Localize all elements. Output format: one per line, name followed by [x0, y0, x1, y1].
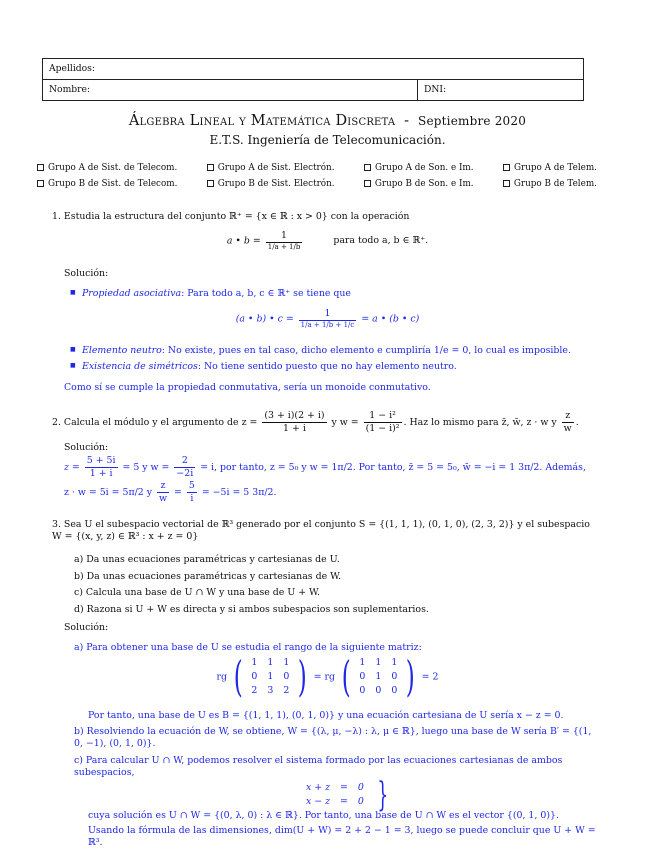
checkbox-icon	[364, 180, 371, 187]
group-checkbox[interactable]: Grupo A de Telem.	[503, 163, 597, 174]
q3-solution-label: Solución:	[64, 622, 109, 633]
group-row-a	[37, 160, 597, 176]
group-checkbox[interactable]: Grupo B de Telem.	[503, 179, 597, 190]
checkbox-icon	[207, 180, 214, 187]
question-3: 3. Sea U el subespacio vectorial de ℝ³ generado por el conjunto S = {(1, 1, 1), (0, 1, 0), (2, 3, 2)} y el subespacio W = {(x, y, z) ∈ ℝ³ : x + z = 0}	[52, 519, 590, 542]
nombre-dni-row	[43, 80, 583, 100]
title-separator: -	[404, 113, 410, 129]
group-checkbox[interactable]: Grupo A de Son. e Im.	[364, 163, 474, 174]
question-2: 2. Calcula el módulo y el argumento de z = $\frac{(3 + i)(2 + i)}{1 + i}$ y w = $\frac{\text{1 − i²}}{\text{(1 − i)²}}$ . Haz lo mismo para z̄, w̄, z · w y $\frac{z}{w}$ .	[52, 410, 579, 434]
question-1	[52, 211, 592, 223]
q2-solution-line1: z = $\frac{5 + 5i}{1 + i}$ = 5 y w = $\frac{2}{-2i}$ = i, por tanto, z = 5₀ y w = 1π/2. Por tanto, z̄ = 5 = 5₀, w̄ = −i = 1 3π/2. Además,	[64, 455, 586, 479]
q1-solution	[52, 288, 612, 304]
q3-items	[74, 552, 594, 618]
apellidos-field[interactable]: Apellidos:	[49, 63, 95, 75]
group-checkbox[interactable]: Grupo B de Sist. de Telecom.	[37, 179, 177, 190]
q3-item-c: c) Calcula una base de U ∩ W y una base de U + W.	[74, 587, 321, 598]
matrix-2: ( 1 1 1 0 1 0 0 0 0 )	[341, 652, 415, 701]
group-checkbox[interactable]: Grupo B de Sist. Electrón.	[207, 179, 335, 190]
student-info-box	[42, 58, 584, 101]
course-title: Álgebra Lineal y Matemática Discreta	[128, 113, 396, 129]
q3-solution-a-conclusion: Por tanto, una base de U es B = {(1, 1, 1), (0, 1, 0)} y una ecuación cartesiana de U sería x − z = 0.	[88, 710, 564, 721]
nombre-field[interactable]: Nombre:	[43, 80, 418, 100]
group-checkbox[interactable]: Grupo A de Sist. Electrón.	[207, 163, 335, 174]
group-checkbox[interactable]: Grupo B de Son. e Im.	[364, 179, 474, 190]
checkbox-icon	[207, 164, 214, 171]
dni-field[interactable]: DNI:	[424, 84, 447, 96]
checkbox-icon	[364, 164, 371, 171]
q3-item-b: b) Da unas ecuaciones paramétricas y cartesianas de W.	[74, 570, 342, 582]
q1-associative-formula: (a • b) • c = $\frac{1}{1/a + 1/b + 1/c}$ = a • (b • c)	[235, 308, 420, 329]
q3-item-d: d) Razona si U + W es directa y si ambos subespacios son suplementarios.	[74, 603, 429, 615]
q3-item-a: a) Da unas ecuaciones paramétricas y cartesianas de U.	[74, 554, 340, 565]
exam-date: Septiembre 2020	[418, 114, 527, 128]
q1-associative: ■ Propiedad asociativa: Para todo a, b, c ∈ ℝ⁺ se tiene que	[82, 288, 612, 300]
group-row-b	[37, 176, 597, 192]
q1-formula: a • b = $\frac{1}{1/a + 1/b}$ para todo a, b ∈ ℝ⁺.	[226, 230, 429, 251]
checkbox-icon	[503, 180, 510, 187]
checkbox-icon	[37, 180, 44, 187]
apellidos-row	[43, 59, 583, 80]
school-name: E.T.S. Ingeniería de Telecomunicación.	[209, 133, 446, 147]
q3-rank-matrices: rg ( 1 1 1 0 1 0 2 3 2 ) = rg ( 1 1 1 0 1 0 0 0 0 ) = 2	[216, 652, 439, 701]
q1-solution-rest	[52, 345, 622, 377]
checkbox-icon	[503, 164, 510, 171]
q2-solution-line2: z · w = 5i = 5π/2 y $\frac{z}{w}$ = $\frac{5}{i}$ = −5i = 5 3π/2.	[64, 480, 277, 504]
checkbox-icon	[37, 164, 44, 171]
q3-system: x + z = 0 x − z = 0 }	[306, 775, 389, 815]
matrix-1: ( 1 1 1 0 1 0 2 3 2 )	[233, 652, 307, 701]
q2-solution-label: Solución:	[64, 442, 109, 453]
q1-neutral: ■ Elemento neutro: No existe, pues en tal caso, dicho elemento e cumpliría 1/e = 0, lo cual es imposible.	[82, 345, 622, 357]
q3-solution-b: b) Resolviendo la ecuación de W, se obtiene, W = {(λ, μ, −λ) : λ, μ ∈ ℝ}, luego una base de W sería B′ = {(1, 0, −1), (0, 1, 0)}.	[74, 726, 592, 749]
group-checkboxes	[37, 160, 597, 192]
exam-title	[0, 112, 655, 130]
q1-symmetric: ■ Existencia de simétricos: No tiene sentido puesto que no hay elemento neutro.	[82, 361, 622, 373]
q3-solution-c-conclusion: cuya solución es U ∩ W = {(0, λ, 0) : λ ∈ ℝ}. Por tanto, una base de U ∩ W es el vector {(0, 1, 0)}.	[88, 810, 559, 821]
q3-solution-c-dimension: Usando la fórmula de las dimensiones, dim(U + W) = 2 + 2 − 1 = 3, luego se puede concluir que U + W = ℝ³.	[88, 825, 596, 848]
q3-solution-c: c) Para calcular U ∩ W, podemos resolver el sistema formado por las ecuaciones cartesianas de ambos subespacios,	[74, 755, 563, 778]
q3-solution-a: a) Para obtener una base de U se estudia el rango de la siguiente matriz:	[74, 642, 422, 653]
q1-conclusion: Como sí se cumple la propiedad conmutativa, sería un monoide conmutativo.	[64, 382, 431, 393]
q1-solution-label: Solución:	[64, 268, 109, 279]
group-checkbox[interactable]: Grupo A de Sist. de Telecom.	[37, 163, 177, 174]
q1-statement: 1. Estudia la estructura del conjunto ℝ⁺ = {x ∈ ℝ : x > 0} con la operación	[52, 211, 410, 222]
